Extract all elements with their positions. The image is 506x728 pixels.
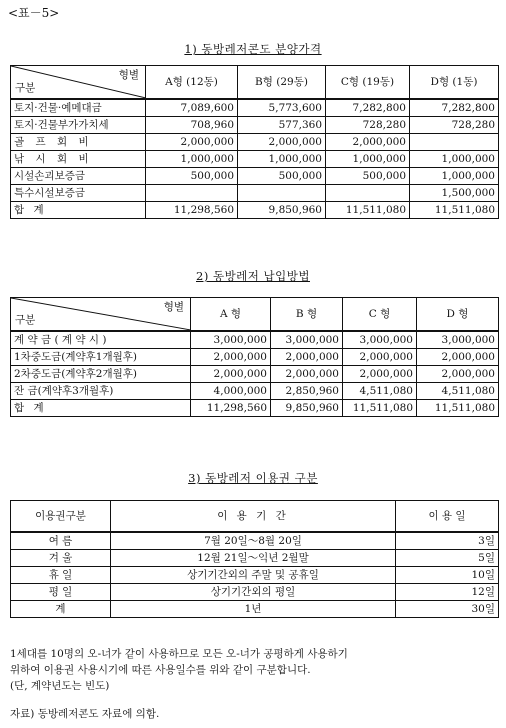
col-header: 이 용 일 — [396, 501, 499, 533]
col-header: 이 용 기 간 — [111, 501, 396, 533]
table-row: 잔 금(계약후3개월후) 4,000,000 2,850,960 4,511,080 4,511,080 — [11, 383, 499, 400]
col-header: A형 (12동) — [146, 66, 238, 100]
table-row: 토지·건물부가가치세 708,960 577,360 728,280 728,280 — [11, 117, 499, 134]
table-row: 낚 시 회 비 1,000,000 1,000,000 1,000,000 1,000,000 — [11, 151, 499, 168]
col-header: C 형 — [343, 298, 417, 332]
col-header: B 형 — [271, 298, 343, 332]
col-header: D 형 — [417, 298, 499, 332]
table-row: 겨 울 12월 21일～익년 2월말 5일 — [11, 550, 499, 567]
total-row: 합 계 11,298,560 9,850,960 11,511,080 11,511,080 — [11, 400, 499, 417]
footnote-line-1: 1세대를 10명의 오-너가 같이 사용하므로 모든 오-너가 공평하게 사용하기 — [10, 648, 348, 660]
table-number: <표－5> — [8, 6, 60, 20]
col-header: C형 (19동) — [326, 66, 410, 100]
payment-table — [10, 297, 499, 417]
section-1-title: 1) 동방레저콘도 분양가격 — [184, 42, 322, 56]
table-row: 여 름 7월 20일～8월 20일 3일 — [11, 532, 499, 550]
table-row: 특수시설보증금 1,500,000 — [11, 185, 499, 202]
col-header: D형 (1동) — [410, 66, 499, 100]
col-header: B형 (29동) — [238, 66, 326, 100]
source-note: 자료) 동방레저콘도 자료에 의함. — [10, 708, 160, 720]
total-row: 합 계 11,298,560 9,850,960 11,511,080 11,511,080 — [11, 202, 499, 219]
col-header: A 형 — [191, 298, 271, 332]
table-row: 계 약 금 ( 계 약 시 ) 3,000,000 3,000,000 3,000,000 3,000,000 — [11, 331, 499, 349]
usage-table — [10, 500, 499, 618]
corner-header: 형별 구분 — [11, 298, 191, 332]
corner-header: 형별 구분 — [11, 66, 146, 100]
total-row: 계 1년 30일 — [11, 601, 499, 618]
table-row: 2차중도금(계약후2개월후) 2,000,000 2,000,000 2,000,000 2,000,000 — [11, 366, 499, 383]
table-row: 토지·건물·예메대금 7,089,600 5,773,600 7,282,800 7,282,800 — [11, 99, 499, 117]
section-3-title: 3) 동방레저 이용권 구분 — [188, 471, 318, 485]
table-row: 1차중도금(계약후1개월후) 2,000,000 2,000,000 2,000,000 2,000,000 — [11, 349, 499, 366]
table-row: 골 프 회 비 2,000,000 2,000,000 2,000,000 — [11, 134, 499, 151]
price-table — [10, 65, 499, 219]
footnote-line-3: (단, 계약년도는 빈도) — [10, 680, 110, 692]
footnote-line-2: 위하여 이용권 사용시기에 따른 사용일수를 위와 같이 구분합니다. — [10, 664, 311, 676]
section-2-title: 2) 동방레저 납입방법 — [196, 269, 310, 283]
table-row: 평 일 상기기간외의 평일 12일 — [11, 584, 499, 601]
col-header: 이용권구분 — [11, 501, 111, 533]
table-row: 시설손괴보증금 500,000 500,000 500,000 1,000,000 — [11, 168, 499, 185]
table-row: 휴 일 상기기간외의 주말 및 공휴일 10일 — [11, 567, 499, 584]
